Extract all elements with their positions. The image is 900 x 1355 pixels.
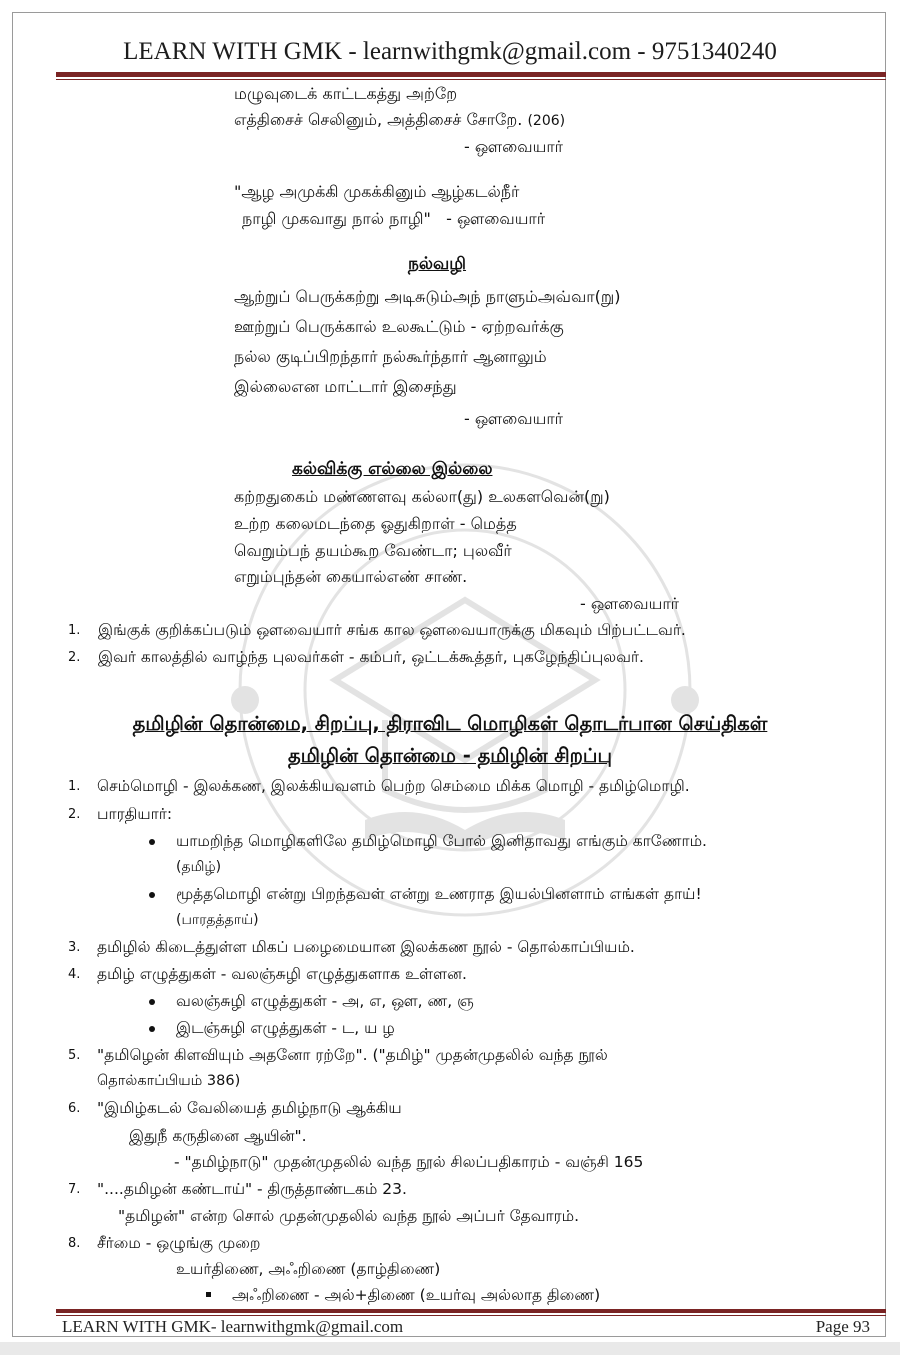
item-text: உயர்திணை, அஃறிணை (தாழ்திணை) (176, 1260, 441, 1278)
bottom-strip (0, 1342, 900, 1355)
nalvazhi-heading: நல்வழி (408, 254, 467, 274)
nalvazhi-line: ஊற்றுப் பெருக்கால் உலகூட்டும் - ஏற்றவர்க்கு (234, 317, 564, 336)
item-text: "தமிழன்" என்ற சொல் முதன்முதலில் வந்த நூல் அப்பர் தேவாரம். (118, 1207, 580, 1225)
item-bullet-note: (பாரதத்தாய்) (176, 912, 259, 928)
item-number: 2. (68, 807, 81, 822)
square-bullet-icon (206, 1292, 211, 1297)
nalvazhi-author: - ஔவையார் (464, 409, 564, 428)
header-rule (56, 72, 886, 80)
poem1-author: - ஔவையார் (464, 137, 564, 156)
bullet-icon (149, 1026, 155, 1032)
kalvi-line: உற்ற கலைமடந்தை ஓதுகிறாள் - மெத்த (234, 514, 517, 533)
footer-left: LEARN WITH GMK- learnwithgmk@gmail.com (62, 1317, 404, 1336)
note-text: இங்குக் குறிக்கப்படும் ஔவையார் சங்க கால ஔவையாருக்கு மிகவும் பிற்பட்டவர். (98, 621, 686, 639)
learn-with-gmk-watermark-icon (215, 430, 715, 950)
section-subtitle: தமிழின் தொன்மை - தமிழின் சிறப்பு (288, 744, 612, 767)
item-text: தமிழில் கிடைத்துள்ள மிகப் பழைமையான இலக்கண நூல் - தொல்காப்பியம். (97, 938, 635, 956)
item-bullet-text: அஃறிணை - அல்+திணை (உயர்வு அல்லாத திணை) (232, 1286, 601, 1304)
item-text: தமிழ் எழுத்துகள் - வலஞ்சுழி எழுத்துகளாக உள்ளன. (97, 965, 467, 983)
item-bullet-note: (தமிழ்) (176, 859, 222, 875)
nalvazhi-line: இல்லைஎன மாட்டார் இசைந்து (234, 377, 457, 396)
poem1-line: எத்திசைச் செலினும், அத்திசைச் சோறே. (206) (234, 110, 566, 129)
poem2-author: - ஔவையார் (446, 209, 546, 228)
item-text: "இமிழ்கடல் வேலியைத் தமிழ்நாடு ஆக்கிய (97, 1099, 402, 1117)
poem1-ref: (206) (527, 113, 566, 129)
item-text: பாரதியார்: (97, 805, 173, 823)
note-number: 2. (68, 650, 81, 665)
item-number: 3. (68, 940, 81, 955)
footer-rule (56, 1309, 886, 1316)
kalvi-line: கற்றதுகைம் மண்ணளவு கல்லா(து) உலகளவென்(று) (234, 487, 610, 506)
item-bullet-text: வலஞ்சுழி எழுத்துகள் - அ, எ, ஔ, ண, ஞ (176, 992, 474, 1010)
item-bullet-text: மூத்தமொழி என்று பிறந்தவள் என்று உணராத இயல்பினளாம் எங்கள் தாய்! (176, 885, 702, 903)
item-number: 8. (68, 1236, 81, 1251)
item-text: "தமிழென் கிளவியும் அதனோ ரற்றே". ("தமிழ்" முதன்முதலில் வந்த நூல் (97, 1046, 608, 1064)
note-number: 1. (68, 623, 81, 638)
item-number: 4. (68, 967, 81, 982)
bullet-icon (149, 999, 155, 1005)
kalvi-line: வெறும்பந் தயம்கூற வேண்டா; புலவீர் (234, 541, 512, 560)
section-title: தமிழின் தொன்மை, சிறப்பு, திராவிட மொழிகள் தொடர்பான செய்திகள் (132, 712, 768, 735)
poem1-line: மழுவுடைக் காட்டகத்து அற்றே (234, 84, 458, 103)
item-text: தொல்காப்பியம் 386) (97, 1073, 241, 1089)
item-number: 1. (68, 779, 81, 794)
kalvi-line: எறும்புந்தன் கையால்எண் சாண். (234, 567, 468, 586)
item-bullet-text: யாமறிந்த மொழிகளிலே தமிழ்மொழி போல் இனிதாவது எங்கும் காணோம். (176, 832, 707, 850)
bullet-icon (149, 839, 155, 845)
kalvi-author: - ஔவையார் (580, 594, 680, 613)
nalvazhi-line: ஆற்றுப் பெருக்கற்று அடிசுடும்அந் நாளும்அவ்வா(று) (234, 287, 621, 306)
item-number: 5. (68, 1048, 81, 1063)
item-text: "....தமிழன் கண்டாய்" - திருத்தாண்டகம் 23. (97, 1180, 407, 1198)
nalvazhi-line: நல்ல குடிப்பிறந்தார் நல்கூர்ந்தார் ஆனாலும் (234, 347, 547, 366)
poem2-line: "ஆழ அமுக்கி முகக்கினும் ஆழ்கடல்நீர் (234, 182, 520, 201)
item-text: - "தமிழ்நாடு" முதன்முதலில் வந்த நூல் சிலப்பதிகாரம் - வஞ்சி 165 (174, 1153, 644, 1171)
poem2-line: நாழி முகவாது நால் நாழி" - ஔவையார் (242, 209, 546, 228)
item-bullet-text: இடஞ்சுழி எழுத்துகள் - ட, ய ழ (176, 1019, 395, 1037)
header-title: LEARN WITH GMK - learnwithgmk@gmail.com - 9751340240 (123, 38, 777, 65)
item-number: 7. (68, 1182, 81, 1197)
kalvi-heading: கல்விக்கு எல்லை இல்லை (292, 459, 493, 479)
note-text: இவர் காலத்தில் வாழ்ந்த புலவர்கள் - கம்பர், ஒட்டக்கூத்தர், புகழேந்திப்புலவர். (98, 648, 644, 666)
item-text: செம்மொழி - இலக்கண, இலக்கியவளம் பெற்ற செம்மை மிக்க மொழி - தமிழ்மொழி. (97, 777, 690, 795)
item-text: சீர்மை - ஒழுங்கு முறை (97, 1234, 261, 1252)
item-text: இதுநீ கருதினை ஆயின்". (129, 1127, 307, 1145)
item-number: 6. (68, 1101, 81, 1116)
page-number: Page 93 (815, 1317, 870, 1336)
bullet-icon (149, 892, 155, 898)
